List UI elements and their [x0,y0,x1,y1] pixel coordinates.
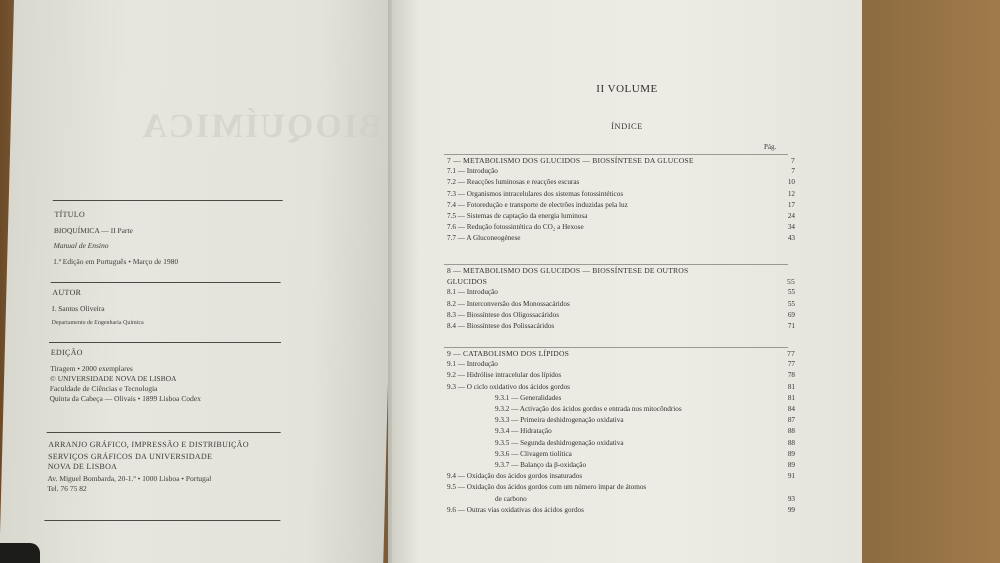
edition-line: 1.ª Edição em Português • Março de 1980 [53,257,179,266]
toc-entry-page: 10 [787,178,795,187]
index-title: ÍNDICE [611,121,643,131]
toc-entry-page: 71 [787,322,795,330]
toc-entry-title: 9.3.2 — Activação dos ácidos gordos e entrada nos mitocôndrios [495,405,682,413]
faculty: Faculdade de Ciências e Tecnologia [49,384,158,393]
toc-entry-page: 55 [787,299,795,308]
toc-entry-page: 84 [787,405,795,413]
toc-entry-page: 89 [787,449,795,458]
volume-title: II VOLUME [596,83,658,95]
section-divider [444,347,788,348]
address-1: Quinta da Cabeça — Olivais • 1899 Lisboa Codex [49,394,202,403]
toc-entry-title: 9.2 — Hidrólise intracelular dos lípidos [447,371,562,380]
toc-entry-title: 9.1 — Introdução [447,360,498,369]
titulo-label: TÍTULO [54,210,86,219]
toc-entry-page: 77 [787,349,795,358]
toc-entry-title: 8.2 — Interconversão dos Monossacáridos [447,299,570,308]
toc-entry-title: 9.3 — O ciclo oxidativo dos ácidos gordos [447,382,570,391]
toc-entry-page: 99 [787,505,795,514]
toc-entry-page: 81 [787,382,795,391]
toc-entry-title: 9.3.5 — Segunda deshidrogenação oxidativa [495,438,624,447]
toc-entry-page: 34 [787,223,795,232]
title-block [53,210,180,267]
book-subtitle: Manual de Ensino [53,241,109,250]
toc-entry-page: 88 [787,427,795,436]
toc-entry-page: 78 [787,371,795,380]
toc-entry-page: 91 [787,472,795,481]
edicao-label: EDIÇÃO [50,348,83,357]
toc-entry-title: 7.3 — Organismos intracelulares dos sistemas fotossintéticos [447,189,624,198]
toc-entry-page: 55 [787,277,795,287]
divider [47,432,281,433]
toc-entry-page: 87 [787,416,795,425]
book-title: BIOQUÍMICA — II Parte [53,226,134,235]
toc-entry-title: 9 — CATABOLISMO DOS LÍPIDOS [447,349,570,358]
toc-entry-page: 81 [787,393,795,402]
shadow-corner [0,543,40,563]
toc-entry-page: 69 [787,310,795,319]
toc-entry-title: 9.3.3 — Primeira deshidrogenação oxidativa [495,416,624,425]
toc-entry-page: 24 [787,212,795,220]
toc-entry-title: GLUCIDOS [447,277,487,287]
toc-entry-page: 77 [787,360,795,369]
author-name: I. Santos Oliveira [51,304,105,313]
telephone: Tel. 76 75 82 [47,484,87,493]
ghost-title-bleedthrough: BIOQUÍMICA [140,108,383,145]
edition-block [49,348,202,404]
divider [53,200,283,201]
left-page [0,0,398,563]
toc-entry-page: 17 [787,200,795,209]
toc-entry-title: 9.3.7 — Balanço da β-oxidação [495,461,587,469]
toc-entry-page: 89 [787,461,795,469]
toc-entry-title: de carbono [495,494,527,503]
page-column-label: Pág. [764,143,777,151]
toc-entry-title: 7.1 — Introdução [447,167,498,176]
toc-entry-title: 8.4 — Biossíntese dos Polissacáridos [447,322,555,330]
services-2: NOVA DE LISBOA [47,462,118,471]
department: Departamento de Engenharia Química [51,320,144,326]
address-2: Av. Miguel Bombarda, 20-1.º • 1000 Lisboa • Portugal [47,474,212,483]
publisher: © UNIVERSIDADE NOVA DE LISBOA [49,374,177,383]
toc-entry-title: 8.3 — Biossíntese dos Oligossacáridos [447,310,559,319]
toc-entry-title: 7.7 — A Gluconeogénese [447,234,521,243]
toc-entry-title: 7.2 — Reacções luminosas e reacções escuras [447,178,580,187]
section-divider [444,154,788,155]
toc-entry-title: 8.1 — Introdução [447,288,498,297]
toc-entry-title: 9.3.1 — Generalidades [495,393,562,402]
toc-entry-title: 9.4 — Oxidação dos ácidos gordos insaturados [447,472,583,481]
section-divider [444,264,788,265]
toc-entry-page: 7 [791,167,795,176]
toc-entry-page: 93 [787,494,795,503]
toc-entry-title: 9.6 — Outras vias oxidativas dos ácidos gordos [447,505,584,514]
toc-entry-title: 9.3.6 — Clivagem tiolítica [495,449,572,458]
toc-entry-title: 9.5 — Oxidação dos ácidos gordos com um número ímpar de átomos [447,483,647,492]
divider [44,520,280,521]
right-page [392,0,862,563]
toc-entry-page: 12 [787,189,795,198]
toc-entry-title: 9.3.4 — Hidratação [495,427,552,436]
divider [49,342,281,343]
graphic-label: ARRANJO GRÁFICO, IMPRESSÃO E DISTRIBUIÇÃO [48,440,250,449]
toc-entry-title: 7.6 — Redução fotossintética do CO₂ a Hexose [447,223,584,232]
toc-entry-page: 55 [787,288,795,297]
toc-entry-page: 43 [787,234,795,243]
divider [51,282,281,283]
toc-entry-title: 7.5 — Sistemas de captação da energia luminosa [447,212,588,220]
services: SERVIÇOS GRÁFICOS DA UNIVERSIDADE [47,452,213,461]
toc-entry-title: 7.4 — Fotoredução e transporte de electrões induzidas pela luz [447,200,628,209]
print-run: Tiragem • 2000 exemplares [50,364,134,373]
toc-entry-title: 7 — METABOLISMO DOS GLUCIDOS — BIOSSÍNTESE DA GLUCOSE [447,156,694,165]
toc-entry-page: 7 [791,156,795,165]
autor-label: AUTOR [52,288,82,297]
graphic-block [47,440,249,494]
toc-entry-title: 8 — METABOLISMO DOS GLUCIDOS — BIOSSÍNTESE DE OUTROS [447,266,689,275]
toc-entry-page: 88 [787,438,795,447]
author-block [51,288,144,328]
